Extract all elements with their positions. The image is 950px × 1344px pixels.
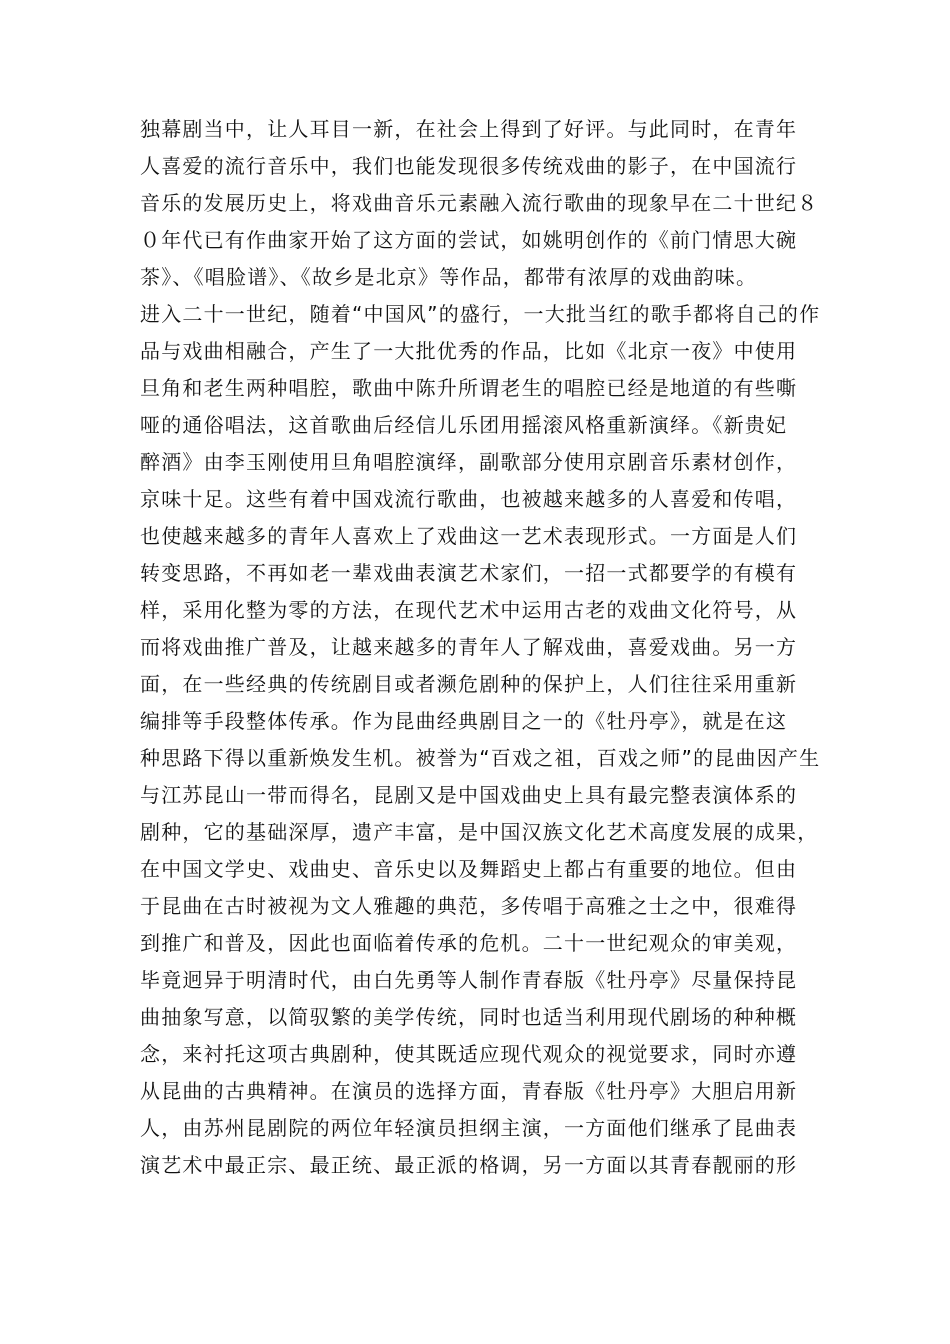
text-line-20: 剧种，它的基础深厚，遗产丰富，是中国汉族文化艺术高度发展的成果， bbox=[140, 820, 819, 844]
text-line-13: 转变思路，不再如老一辈戏曲表演艺术家们，一招一式都要学的有模有 bbox=[140, 561, 798, 585]
text-line-12: 也使越来越多的青年人喜欢上了戏曲这一艺术表现形式。一方面是人们 bbox=[140, 524, 798, 548]
text-line-8: 旦角和老生两种唱腔，歌曲中陈升所谓老生的唱腔已经是地道的有些嘶 bbox=[140, 376, 798, 400]
text-line-5: 茶》、《唱脸谱》、《故乡是北京》等作品，都带有浓厚的戏曲韵味。 bbox=[140, 265, 758, 289]
text-line-2: 人喜爱的流行音乐中，我们也能发现很多传统戏曲的影子，在中国流行 bbox=[140, 154, 798, 178]
text-line-9: 哑的通俗唱法，这首歌曲后经信儿乐团用摇滚风格重新演绎。《新贵妃 bbox=[140, 413, 788, 437]
text-line-29: 演艺术中最正宗、最正统、最正派的格调，另一方面以其青春靓丽的形 bbox=[140, 1153, 798, 1177]
text-line-7: 品与戏曲相融合，产生了一大批优秀的作品，比如《北京一夜》中使用 bbox=[140, 339, 798, 363]
text-line-15: 而将戏曲推广普及，让越来越多的青年人了解戏曲，喜爱戏曲。另一方 bbox=[140, 635, 798, 659]
text-line-1: 独幕剧当中，让人耳目一新，在社会上得到了好评。与此同时，在青年 bbox=[140, 117, 798, 141]
text-line-6: 进入二十一世纪，随着“中国风”的盛行，一大批当红的歌手都将自己的作 bbox=[140, 302, 821, 326]
text-line-4: ０年代已有作曲家开始了这方面的尝试，如姚明创作的《前门情思大碗 bbox=[140, 228, 798, 252]
text-line-16: 面，在一些经典的传统剧目或者濒危剧种的保护上，人们往往采用重新 bbox=[140, 672, 798, 696]
text-line-18: 种思路下得以重新焕发生机。被誉为“百戏之祖，百戏之师”的昆曲因产生 bbox=[140, 746, 821, 770]
body-text bbox=[140, 111, 820, 1184]
text-line-21: 在中国文学史、戏曲史、音乐史以及舞蹈史上都占有重要的地位。但由 bbox=[140, 857, 798, 881]
text-line-17: 编排等手段整体传承。作为昆曲经典剧目之一的《牡丹亭》，就是在这 bbox=[140, 709, 788, 733]
text-line-10: 醉酒》由李玉刚使用旦角唱腔演绎，副歌部分使用京剧音乐素材创作， bbox=[140, 450, 798, 474]
text-line-14: 样，采用化整为零的方法，在现代艺术中运用古老的戏曲文化符号，从 bbox=[140, 598, 798, 622]
text-line-3: 音乐的发展历史上，将戏曲音乐元素融入流行歌曲的现象早在二十世纪８ bbox=[140, 191, 819, 215]
text-line-22: 于昆曲在古时被视为文人雅趣的典范，多传唱于高雅之士之中，很难得 bbox=[140, 894, 798, 918]
text-line-28: 人，由苏州昆剧院的两位年轻演员担纲主演，一方面他们继承了昆曲表 bbox=[140, 1116, 798, 1140]
text-line-19: 与江苏昆山一带而得名，昆剧又是中国戏曲史上具有最完整表演体系的 bbox=[140, 783, 798, 807]
text-line-24: 毕竟迥异于明清时代，由白先勇等人制作青春版《牡丹亭》尽量保持昆 bbox=[140, 968, 798, 992]
text-line-26: 念，来衬托这项古典剧种，使其既适应现代观众的视觉要求，同时亦遵 bbox=[140, 1042, 798, 1066]
text-line-23: 到推广和普及，因此也面临着传承的危机。二十一世纪观众的审美观， bbox=[140, 931, 798, 955]
text-line-25: 曲抽象写意，以简驭繁的美学传统，同时也适当利用现代剧场的种种概 bbox=[140, 1005, 798, 1029]
text-line-11: 京味十足。这些有着中国戏流行歌曲，也被越来越多的人喜爱和传唱， bbox=[140, 487, 798, 511]
text-line-27: 从昆曲的古典精神。在演员的选择方面，青春版《牡丹亭》大胆启用新 bbox=[140, 1079, 798, 1103]
